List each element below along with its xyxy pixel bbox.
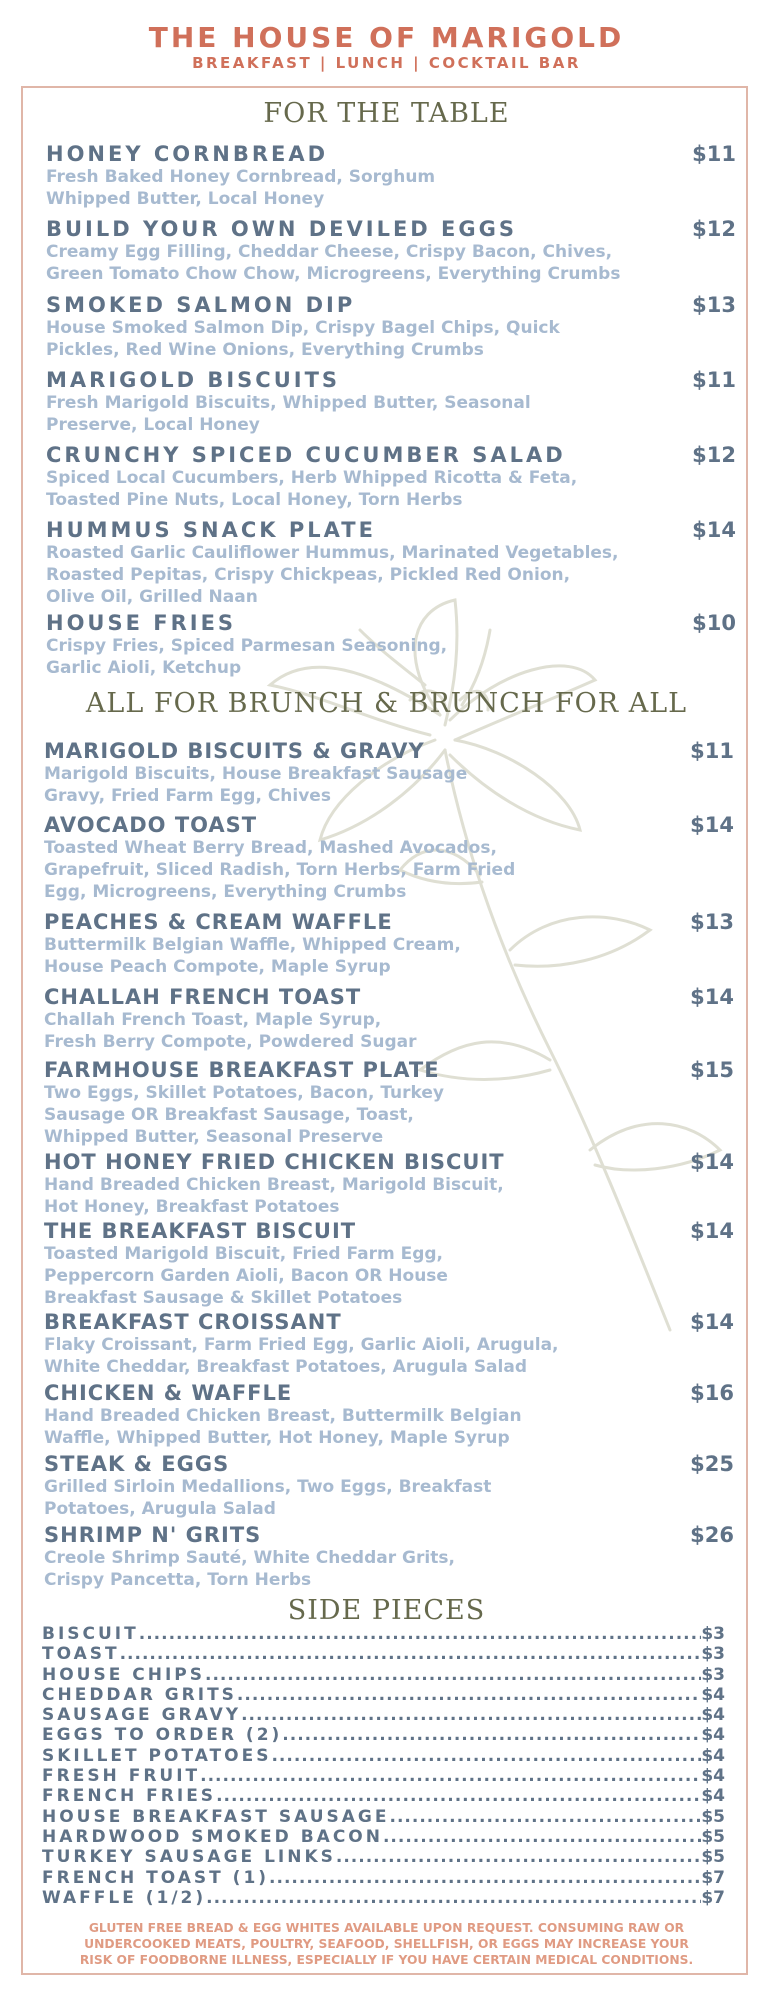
menu-item [46,518,736,608]
item-description: Marigold Biscuits, House Breakfast Sausage Gravy, Fried Farm Egg, Chives [44,764,468,806]
dot-leader [200,1766,701,1786]
side-item-price: $3 [701,1624,725,1644]
item-description: Grilled Sirloin Medallions, Two Eggs, Breakfast Potatoes, Arugula Salad [44,1477,492,1519]
menu-item [44,1452,734,1520]
item-price: $14 [692,518,736,542]
item-description: Hand Breaded Chicken Breast, Marigold Biscuit, Hot Honey, Breakfast Potatoes [44,1175,504,1217]
dot-leader [241,1705,701,1725]
menu-item [46,443,736,511]
side-item-name: SAUSAGE GRAVY [42,1705,242,1726]
item-name: THE BREAKFAST BISCUIT [44,1219,357,1243]
side-item [42,1624,725,1644]
item-name: MARIGOLD BISCUITS & GRAVY [44,739,425,763]
side-item-name: BISCUIT [42,1624,139,1644]
item-price: $15 [690,1058,734,1082]
menu-item [44,1058,734,1148]
item-name: HOT HONEY FRIED CHICKEN BISCUIT [44,1150,505,1174]
item-description: Fresh Baked Honey Cornbread, Sorghum Whipped Butter, Local Honey [46,167,436,209]
item-description: Spiced Local Cucumbers, Herb Whipped Ricotta & Feta, Toasted Pine Nuts, Local Honey, Torn Herbs [46,468,578,510]
dot-leader [336,1847,701,1867]
restaurant-name: THE HOUSE OF MARIGOLD [148,21,625,54]
menu-item [46,368,736,436]
side-item [42,1766,725,1786]
item-name: HONEY CORNBREAD [46,142,329,166]
side-item-price: $4 [701,1766,725,1787]
item-name: PEACHES & CREAM WAFFLE [44,910,393,934]
side-item-price: $3 [701,1664,725,1685]
item-price: $10 [692,611,736,635]
item-name: FARMHOUSE BREAKFAST PLATE [44,1058,440,1082]
menu-item [44,739,734,807]
item-name: SMOKED SALMON DIP [46,293,356,317]
item-price: $11 [692,368,736,392]
side-item-price: $7 [701,1887,725,1908]
side-item-name: CHEDDAR GRITS [42,1684,237,1705]
item-description: Two Eggs, Skillet Potatoes, Bacon, Turkey Sausage OR Breakfast Sausage, Toast, Whipped Butter, Seasonal Preserve [44,1083,444,1147]
item-description: Crispy Fries, Spiced Parmesan Seasoning, Garlic Aioli, Ketchup [46,636,448,678]
side-item-name: EGGS TO ORDER (2) [42,1725,283,1746]
item-description: Creamy Egg Filling, Cheddar Cheese, Crispy Bacon, Chives, Green Tomato Chow Chow, Microgreens, Everything Crumbs [46,242,621,284]
dot-leader [383,1827,701,1847]
menu-header [0,22,773,72]
item-price: $12 [692,217,736,241]
menu-item [44,1219,734,1309]
side-item [42,1644,725,1664]
item-price: $11 [692,142,736,166]
side-item-name: HOUSE BREAKFAST SAUSAGE [42,1806,390,1827]
item-price: $14 [690,1150,734,1174]
item-price: $13 [692,293,736,317]
allergen-disclaimer: GLUTEN FREE BREAD & EGG WHITES AVAILABLE UPON REQUEST. CONSUMING RAW OR UNDERCOOKED MEATS, POULTRY, SEAFOOD, SHELLFISH, OR EGGS MAY INCREASE YOUR RISK OF FOODBORNE ILLNESS, ESPECIALLY IF YOU HAVE CERTAIN MEDICAL CONDITIONS. [79,1921,694,1967]
side-item-name: FRENCH TOAST (1) [42,1867,270,1888]
side-item-name: TOAST [42,1644,120,1665]
menu-item [44,985,734,1053]
side-item-name: SKILLET POTATOES [42,1745,272,1766]
dot-leader [139,1624,702,1644]
side-item-name: TURKEY SAUSAGE LINKS [42,1847,336,1868]
item-price: $14 [690,1219,734,1243]
item-price: $13 [690,910,734,934]
side-item-price: $5 [701,1847,725,1868]
side-pieces-list [42,1624,725,1908]
menu-item [44,813,734,903]
item-name: CHICKEN & WAFFLE [44,1381,293,1405]
side-item [42,1888,725,1908]
item-name: MARIGOLD BISCUITS [46,368,341,392]
side-item-price: $4 [701,1705,725,1726]
item-price: $16 [690,1381,734,1405]
item-description: Toasted Wheat Berry Bread, Mashed Avocados, Grapefruit, Sliced Radish, Torn Herbs, Farm Fried Egg, Microgreens, Everything Crumbs [44,838,516,902]
item-description: Toasted Marigold Biscuit, Fried Farm Egg, Peppercorn Garden Aioli, Bacon OR House Breakfast Sausage & Skillet Potatoes [44,1244,448,1308]
item-name: SHRIMP N' GRITS [44,1523,262,1547]
item-description: Fresh Marigold Biscuits, Whipped Butter, Seasonal Preserve, Local Honey [46,393,531,435]
side-item-price: $4 [701,1786,725,1807]
side-item [42,1807,725,1827]
menu-item [44,1150,734,1218]
side-item [42,1868,725,1888]
item-description: Hand Breaded Chicken Breast, Buttermilk Belgian Waffle, Whipped Butter, Hot Honey, Maple Syrup [44,1406,522,1448]
side-item [42,1665,725,1685]
section-title-brunch: ALL FOR BRUNCH & BRUNCH FOR ALL [85,688,688,719]
dot-leader [205,1665,701,1685]
side-item [42,1746,725,1766]
item-name: CRUNCHY SPICED CUCUMBER SALAD [46,443,566,467]
item-description: House Smoked Salmon Dip, Crispy Bagel Chips, Quick Pickles, Red Wine Onions, Everything Crumbs [46,318,560,360]
side-item-price: $3 [701,1644,725,1665]
item-price: $12 [692,443,736,467]
item-description: Flaky Croissant, Farm Fried Egg, Garlic Aioli, Arugula, White Cheddar, Breakfast Potatoes, Arugula Salad [44,1335,559,1377]
menu-item [46,142,736,210]
side-item-price: $4 [701,1684,725,1705]
side-item [42,1786,725,1806]
side-item [42,1685,725,1705]
side-item-price: $7 [701,1867,725,1888]
side-item-name: HARDWOOD SMOKED BACON [42,1826,383,1847]
side-item-name: FRENCH FRIES [42,1786,217,1807]
side-item-name: HOUSE CHIPS [42,1664,205,1685]
section-title-for-the-table: FOR THE TABLE [263,98,510,129]
dot-leader [216,1786,701,1806]
item-price: $14 [690,1310,734,1334]
item-description: Roasted Garlic Cauliflower Hummus, Marinated Vegetables, Roasted Pepitas, Crispy Chickpeas, Pickled Red Onion, Olive Oil, Grilled Naan [46,543,619,607]
item-price: $25 [690,1452,734,1476]
side-item-price: $4 [701,1725,725,1746]
menu-item [44,1310,734,1378]
side-item [42,1847,725,1867]
item-description: Buttermilk Belgian Waffle, Whipped Cream, House Peach Compote, Maple Syrup [44,935,461,977]
side-item-price: $5 [701,1826,725,1847]
side-item [42,1725,725,1745]
side-item [42,1705,725,1725]
dot-leader [282,1725,701,1745]
item-name: HOUSE FRIES [46,611,237,635]
item-price: $26 [690,1523,734,1547]
side-item-name: WAFFLE (1/2) [42,1887,207,1908]
menu-item [46,611,736,679]
item-description: Creole Shrimp Sauté, White Cheddar Grits, Crispy Pancetta, Torn Herbs [44,1548,455,1590]
item-price: $14 [690,985,734,1009]
menu-item [44,1523,734,1591]
item-name: HUMMUS SNACK PLATE [46,518,376,542]
item-name: BUILD YOUR OWN DEVILED EGGS [46,217,517,241]
side-item-name: FRESH FRUIT [42,1766,201,1787]
side-item-price: $4 [701,1745,725,1766]
restaurant-tagline: BREAKFAST | LUNCH | COCKTAIL BAR [192,54,581,72]
item-name: AVOCADO TOAST [44,813,258,837]
item-name: STEAK & EGGS [44,1452,230,1476]
dot-leader [120,1644,702,1664]
menu-item [44,1381,734,1449]
dot-leader [269,1868,701,1888]
menu-item [46,293,736,361]
dot-leader [389,1807,701,1827]
item-description: Challah French Toast, Maple Syrup, Fresh Berry Compote, Powdered Sugar [44,1010,417,1052]
menu-item [44,910,734,978]
item-name: CHALLAH FRENCH TOAST [44,985,362,1009]
menu-item [46,217,736,285]
item-price: $14 [690,813,734,837]
item-price: $11 [690,739,734,763]
dot-leader [206,1888,701,1908]
side-item-price: $5 [701,1806,725,1827]
section-title-side-pieces: SIDE PIECES [287,1595,486,1626]
side-item [42,1827,725,1847]
dot-leader [271,1746,701,1766]
dot-leader [237,1685,701,1705]
item-name: BREAKFAST CROISSANT [44,1310,342,1334]
